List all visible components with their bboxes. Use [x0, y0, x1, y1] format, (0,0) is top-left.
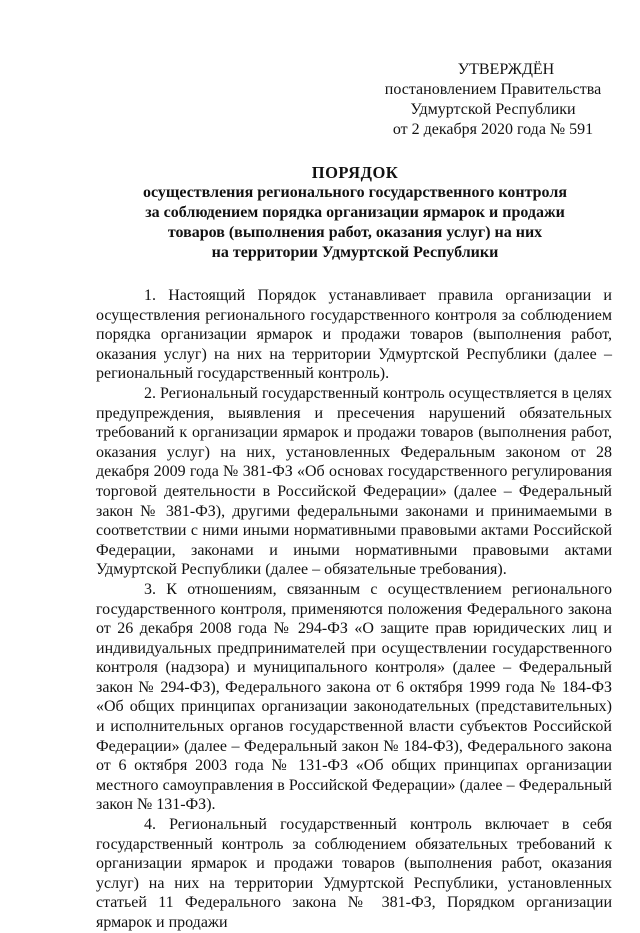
title-main: ПОРЯДОК: [311, 163, 399, 182]
title-line-1: осуществления регионального государственного контроля: [143, 184, 567, 201]
document-title: [90, 163, 620, 263]
title-line-4: на территории Удмуртской Республики: [211, 244, 499, 261]
approval-line-1: постановлением Правительства: [384, 81, 602, 98]
title-line-2: за соблюдением порядка организации ярмарок и продажи: [145, 204, 565, 221]
paragraph-3: 3. К отношениям, связанным с осуществлением регионального государственного контроля, применяются положения Федерального закона от 26 декабря 2008 года № 294-ФЗ «О защите прав юридических лиц и индивидуальных предпринимателей при осуществлении государственного контроля (надзора) и муниципального контроля» (далее – Федеральный закон № 294-ФЗ), Федерального закона от 6 октября 1999 года № 184-ФЗ «Об общих принципах организации законодательных (представительных) и исполнительных органов государственной власти субъектов Российской Федерации» (далее – Федеральный закон № 184-ФЗ), Федерального закона от 6 октября 2003 года № 131-ФЗ «Об общих принципах организации местного самоуправления в Российской Федерации» (далее – Федеральный закон № 131-ФЗ).: [96, 580, 612, 814]
paragraph-2: 2. Региональный государственный контроль осуществляется в целях предупреждения, выявления и пресечения нарушений обязательных требований к организации ярмарок и продажи товаров (выполнения работ, оказания услуг) на них, установленных Федеральным законом от 28 декабря 2009 года № 381-ФЗ «Об основах государственного регулирования торговой деятельности в Российской Федерации» (далее – Федеральный закон № 381-ФЗ), другими федеральными законами и принимаемыми в соответствии с ними иными нормативными правовыми актами Российской Федерации, законами и иными нормативными правовыми актами Удмуртской Республики (далее – обязательные требования).: [96, 384, 612, 579]
paragraph-1: 1. Настоящий Порядок устанавливает правила организации и осуществления регионального государственного контроля за соблюдением порядка организации ярмарок и продажи товаров (выполнения работ, оказания услуг) на них на территории Удмуртской Республики (далее – региональный государственный контроль).: [96, 287, 612, 383]
paragraph-4: 4. Региональный государственный контроль включает в себя государственный контроль за соблюдением обязательных требований к организации ярмарок и продажи товаров (выполнения работ, оказания услуг) на них на территории Удмуртской Республики, установленных статьей 11 Федерального закона № 381-ФЗ, Порядком организации ярмарок и продажи: [96, 816, 612, 931]
approval-stamp: [378, 60, 608, 140]
document-body: [96, 286, 612, 933]
title-line-3: товаров (выполнения работ, оказания услуг) на них: [167, 224, 543, 241]
approval-heading: УТВЕРЖДЁН: [457, 61, 555, 78]
approval-line-3: от 2 декабря 2020 года № 591: [392, 121, 594, 138]
approval-line-2: Удмуртской Республики: [410, 101, 576, 118]
